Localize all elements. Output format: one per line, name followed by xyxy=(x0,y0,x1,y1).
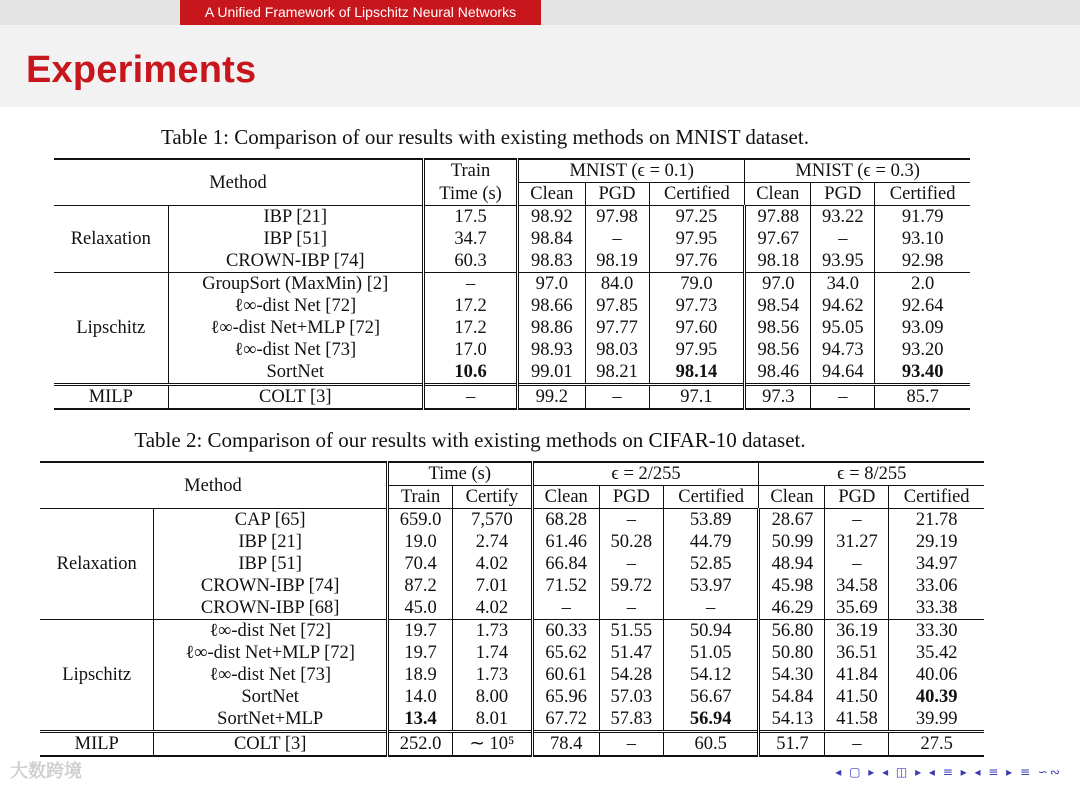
table-row xyxy=(54,361,970,385)
value-cell: 98.92 xyxy=(518,206,585,229)
value-cell: 97.0 xyxy=(518,273,585,296)
value-cell: 51.05 xyxy=(663,642,759,664)
value-cell: 57.03 xyxy=(599,686,663,708)
value-cell: 92.64 xyxy=(901,296,944,316)
value-cell: 94.62 xyxy=(811,295,875,317)
value-cell: 94.73 xyxy=(811,339,875,361)
method-cell: ℓ∞-dist Net [72] xyxy=(168,295,423,317)
value-cell: 95.05 xyxy=(811,317,875,339)
running-header xyxy=(0,0,1080,25)
value-cell: 40.06 xyxy=(915,665,958,685)
table-row xyxy=(40,686,984,708)
method-cell: COLT [3] xyxy=(168,385,423,410)
method-cell: COLT [3] xyxy=(154,732,387,757)
value-cell: 4.02 xyxy=(453,597,532,620)
value-cell: 99.2 xyxy=(518,385,585,410)
table-row xyxy=(40,732,984,757)
value-cell: 97.98 xyxy=(585,206,649,229)
value-cell: 97.67 xyxy=(745,228,811,250)
value-cell: 34.0 xyxy=(811,273,875,296)
value-cell: 51.55 xyxy=(599,620,663,643)
t2-h-pgd: PGD xyxy=(825,486,889,509)
method-cell: CROWN-IBP [74] xyxy=(168,250,423,273)
value-cell: 45.98 xyxy=(759,575,825,597)
value-cell: 57.83 xyxy=(599,708,663,732)
value-cell: 1.74 xyxy=(453,642,532,664)
value-cell: 61.46 xyxy=(532,531,599,553)
value-cell: 2.0 xyxy=(875,273,970,296)
value-cell: 93.95 xyxy=(811,250,875,273)
slide-title: Experiments xyxy=(26,49,257,91)
value-cell: 36.19 xyxy=(825,620,889,643)
value-cell: 93.09 xyxy=(901,318,944,338)
value-cell: 78.4 xyxy=(532,732,599,757)
t1-h-eps1: MNIST (ϵ = 0.1) xyxy=(518,159,745,183)
table-row xyxy=(40,553,984,575)
value-cell: 1.73 xyxy=(453,664,532,686)
value-cell: 33.30 xyxy=(889,620,984,643)
value-cell: 98.84 xyxy=(518,228,585,250)
t2-h-cert: Certified xyxy=(663,486,759,509)
value-cell: 17.2 xyxy=(423,317,517,339)
value-cell: 97.95 xyxy=(649,228,745,250)
value-cell: 33.06 xyxy=(915,576,958,596)
group-label: Lipschitz xyxy=(40,620,154,732)
value-cell: 8.00 xyxy=(453,686,532,708)
value-cell: 85.7 xyxy=(875,385,970,410)
value-cell: 51.47 xyxy=(599,642,663,664)
value-cell: 7.01 xyxy=(453,575,532,597)
method-cell: IBP [21] xyxy=(168,206,423,229)
value-cell: 79.0 xyxy=(649,273,745,296)
value-cell: 54.28 xyxy=(599,664,663,686)
value-cell: 48.94 xyxy=(759,553,825,575)
method-cell: ℓ∞-dist Net [73] xyxy=(154,664,387,686)
value-cell: 31.27 xyxy=(825,531,889,553)
t1-h-cert: Certified xyxy=(649,183,745,206)
t2-h-train: Train xyxy=(387,486,452,509)
value-cell: – xyxy=(599,553,663,575)
table-row xyxy=(54,317,970,339)
value-cell: 4.02 xyxy=(453,553,532,575)
value-cell: – xyxy=(599,509,663,532)
value-cell: 97.88 xyxy=(745,206,811,229)
table-row xyxy=(40,575,984,597)
method-cell: SortNet xyxy=(154,686,387,708)
t1-h-method: Method xyxy=(54,159,423,206)
value-cell: 67.72 xyxy=(532,708,599,732)
value-cell: 98.46 xyxy=(745,361,811,385)
table-row xyxy=(54,339,970,361)
running-title: A Unified Framework of Lipschitz Neural Networks xyxy=(180,0,541,25)
value-cell: 60.3 xyxy=(423,250,517,273)
value-cell: – xyxy=(599,597,663,620)
t2-h-pgd: PGD xyxy=(599,486,663,509)
value-cell: 659.0 xyxy=(387,509,452,532)
value-cell: 2.74 xyxy=(453,531,532,553)
value-cell: 93.40 xyxy=(901,362,944,382)
t2-h-certify: Certify xyxy=(453,486,532,509)
value-cell: 41.50 xyxy=(825,686,889,708)
value-cell: – xyxy=(423,273,517,296)
value-cell: 70.4 xyxy=(387,553,452,575)
table-row xyxy=(40,531,984,553)
table-row xyxy=(54,228,970,250)
value-cell: – xyxy=(811,228,875,250)
value-cell: 50.28 xyxy=(599,531,663,553)
value-cell: 59.72 xyxy=(599,575,663,597)
value-cell: 41.58 xyxy=(825,708,889,732)
value-cell: 50.99 xyxy=(759,531,825,553)
value-cell: 97.85 xyxy=(585,295,649,317)
value-cell: 13.4 xyxy=(387,708,452,732)
table-row xyxy=(54,295,970,317)
value-cell: 40.39 xyxy=(915,687,958,707)
value-cell: 56.80 xyxy=(759,620,825,643)
value-cell: 54.13 xyxy=(759,708,825,732)
value-cell: 14.0 xyxy=(387,686,452,708)
value-cell: 18.9 xyxy=(387,664,452,686)
table-row xyxy=(40,620,984,643)
value-cell: 10.6 xyxy=(423,361,517,385)
table-row xyxy=(40,664,984,686)
method-cell: SortNet+MLP xyxy=(154,708,387,732)
value-cell: 7,570 xyxy=(453,509,532,532)
slide-header xyxy=(0,25,1080,107)
value-cell: 52.85 xyxy=(663,553,759,575)
value-cell: 21.78 xyxy=(889,509,984,532)
method-cell: ℓ∞-dist Net+MLP [72] xyxy=(154,642,387,664)
value-cell: 98.21 xyxy=(585,361,649,385)
value-cell: 252.0 xyxy=(387,732,452,757)
value-cell: – xyxy=(423,385,517,410)
value-cell: 35.42 xyxy=(915,643,958,663)
value-cell: 19.7 xyxy=(387,642,452,664)
table-row xyxy=(54,250,970,273)
value-cell: 45.0 xyxy=(387,597,452,620)
value-cell: 53.97 xyxy=(663,575,759,597)
t1-h-train1: Train xyxy=(423,159,517,183)
value-cell: 19.0 xyxy=(387,531,452,553)
value-cell: 28.67 xyxy=(759,509,825,532)
value-cell: 97.76 xyxy=(649,250,745,273)
value-cell: 17.0 xyxy=(423,339,517,361)
value-cell: – xyxy=(599,732,663,757)
value-cell: 98.14 xyxy=(649,361,745,385)
value-cell: 93.20 xyxy=(901,340,944,360)
value-cell: 98.83 xyxy=(518,250,585,273)
value-cell: 71.52 xyxy=(532,575,599,597)
value-cell: 91.79 xyxy=(875,206,970,229)
value-cell: 33.38 xyxy=(915,598,958,618)
table-row xyxy=(40,708,984,732)
value-cell: 41.84 xyxy=(825,664,889,686)
value-cell: 93.10 xyxy=(901,229,944,249)
value-cell: 17.5 xyxy=(423,206,517,229)
group-label: Relaxation xyxy=(54,206,168,273)
value-cell: 98.18 xyxy=(745,250,811,273)
value-cell: 44.79 xyxy=(663,531,759,553)
value-cell: 99.01 xyxy=(518,361,585,385)
method-cell: IBP [21] xyxy=(154,531,387,553)
value-cell: – xyxy=(585,385,649,410)
value-cell: 65.62 xyxy=(532,642,599,664)
value-cell: 19.7 xyxy=(387,620,452,643)
value-cell: 39.99 xyxy=(915,709,958,729)
value-cell: ∼ 10⁵ xyxy=(453,732,532,757)
value-cell: 60.61 xyxy=(532,664,599,686)
value-cell: 29.19 xyxy=(915,532,958,552)
value-cell: 46.29 xyxy=(759,597,825,620)
t1-h-cert: Certified xyxy=(889,184,956,204)
value-cell: 93.22 xyxy=(811,206,875,229)
table-row xyxy=(54,385,970,410)
method-cell: ℓ∞-dist Net [73] xyxy=(168,339,423,361)
value-cell: 97.1 xyxy=(649,385,745,410)
value-cell: 34.97 xyxy=(915,554,958,574)
value-cell: 84.0 xyxy=(585,273,649,296)
value-cell: – xyxy=(825,553,889,575)
beamer-nav-icons[interactable]: ◂ ▢ ▸ ◂ ◫ ▸ ◂ ≡ ▸ ◂ ≡ ▸ ≡ ∽∾ xyxy=(835,765,1062,779)
t1-h-pgd: PGD xyxy=(585,183,649,206)
value-cell: 1.73 xyxy=(453,620,532,643)
value-cell: 56.94 xyxy=(663,708,759,732)
table1-caption: Table 1: Comparison of our results with existing methods on MNIST dataset. xyxy=(161,125,809,149)
table1 xyxy=(54,158,970,410)
table-row xyxy=(40,597,984,620)
value-cell: 54.84 xyxy=(759,686,825,708)
value-cell: 97.77 xyxy=(585,317,649,339)
value-cell: 98.03 xyxy=(585,339,649,361)
value-cell: 50.94 xyxy=(663,620,759,643)
value-cell: – xyxy=(825,509,889,532)
table2-caption: Table 2: Comparison of our results with existing methods on CIFAR-10 dataset. xyxy=(134,428,806,452)
method-cell: CROWN-IBP [68] xyxy=(154,597,387,620)
value-cell: 34.58 xyxy=(825,575,889,597)
value-cell: 66.84 xyxy=(532,553,599,575)
table-row xyxy=(40,509,984,532)
t2-h-method: Method xyxy=(40,462,387,509)
table-row xyxy=(40,642,984,664)
value-cell: 98.86 xyxy=(518,317,585,339)
method-cell: SortNet xyxy=(168,361,423,385)
value-cell: 97.25 xyxy=(649,206,745,229)
value-cell: 8.01 xyxy=(453,708,532,732)
value-cell: 97.95 xyxy=(649,339,745,361)
value-cell: 60.5 xyxy=(663,732,759,757)
value-cell: 54.12 xyxy=(663,664,759,686)
value-cell: 60.33 xyxy=(532,620,599,643)
method-cell: IBP [51] xyxy=(154,553,387,575)
watermark: 大数跨境 xyxy=(10,761,82,782)
value-cell: 97.60 xyxy=(649,317,745,339)
value-cell: 27.5 xyxy=(889,732,984,757)
value-cell: 54.30 xyxy=(759,664,825,686)
value-cell: 36.51 xyxy=(825,642,889,664)
t1-h-clean: Clean xyxy=(745,183,811,206)
value-cell: 97.73 xyxy=(649,295,745,317)
method-cell: ℓ∞-dist Net [72] xyxy=(154,620,387,643)
value-cell: – xyxy=(663,597,759,620)
value-cell: – xyxy=(825,732,889,757)
method-cell: ℓ∞-dist Net+MLP [72] xyxy=(168,317,423,339)
t2-h-eps1: ϵ = 2/255 xyxy=(532,462,759,486)
value-cell: 98.56 xyxy=(745,339,811,361)
value-cell: 35.69 xyxy=(825,597,889,620)
value-cell: 92.98 xyxy=(901,251,944,271)
method-cell: IBP [51] xyxy=(168,228,423,250)
value-cell: – xyxy=(532,597,599,620)
value-cell: 56.67 xyxy=(663,686,759,708)
group-label: MILP xyxy=(54,385,168,410)
method-cell: CAP [65] xyxy=(154,509,387,532)
value-cell: 98.54 xyxy=(745,295,811,317)
table2 xyxy=(40,461,984,757)
value-cell: 34.7 xyxy=(423,228,517,250)
value-cell: 17.2 xyxy=(423,295,517,317)
t2-h-clean: Clean xyxy=(759,486,825,509)
value-cell: 97.3 xyxy=(745,385,811,410)
t2-h-eps2: ϵ = 8/255 xyxy=(759,462,984,486)
value-cell: 98.66 xyxy=(518,295,585,317)
value-cell: 94.64 xyxy=(811,361,875,385)
t1-h-train2: Time (s) xyxy=(423,183,517,206)
group-label: MILP xyxy=(40,732,154,757)
t2-h-clean: Clean xyxy=(532,486,599,509)
value-cell: 53.89 xyxy=(663,509,759,532)
slide-footer xyxy=(0,755,1080,788)
value-cell: – xyxy=(811,385,875,410)
value-cell: 65.96 xyxy=(532,686,599,708)
t1-h-eps2: MNIST (ϵ = 0.3) xyxy=(745,159,970,183)
table-row xyxy=(54,206,970,229)
t1-h-clean: Clean xyxy=(518,183,585,206)
value-cell: 51.7 xyxy=(759,732,825,757)
value-cell: – xyxy=(585,228,649,250)
group-label: Relaxation xyxy=(40,509,154,620)
value-cell: 50.80 xyxy=(759,642,825,664)
value-cell: 98.19 xyxy=(585,250,649,273)
value-cell: 97.0 xyxy=(745,273,811,296)
t2-h-cert: Certified xyxy=(903,487,970,507)
value-cell: 68.28 xyxy=(532,509,599,532)
t1-h-pgd: PGD xyxy=(811,183,875,206)
value-cell: 98.56 xyxy=(745,317,811,339)
table-row xyxy=(54,273,970,296)
group-label: Lipschitz xyxy=(54,273,168,385)
value-cell: 98.93 xyxy=(518,339,585,361)
value-cell: 87.2 xyxy=(387,575,452,597)
method-cell: CROWN-IBP [74] xyxy=(154,575,387,597)
t2-h-time: Time (s) xyxy=(387,462,532,486)
method-cell: GroupSort (MaxMin) [2] xyxy=(168,273,423,296)
